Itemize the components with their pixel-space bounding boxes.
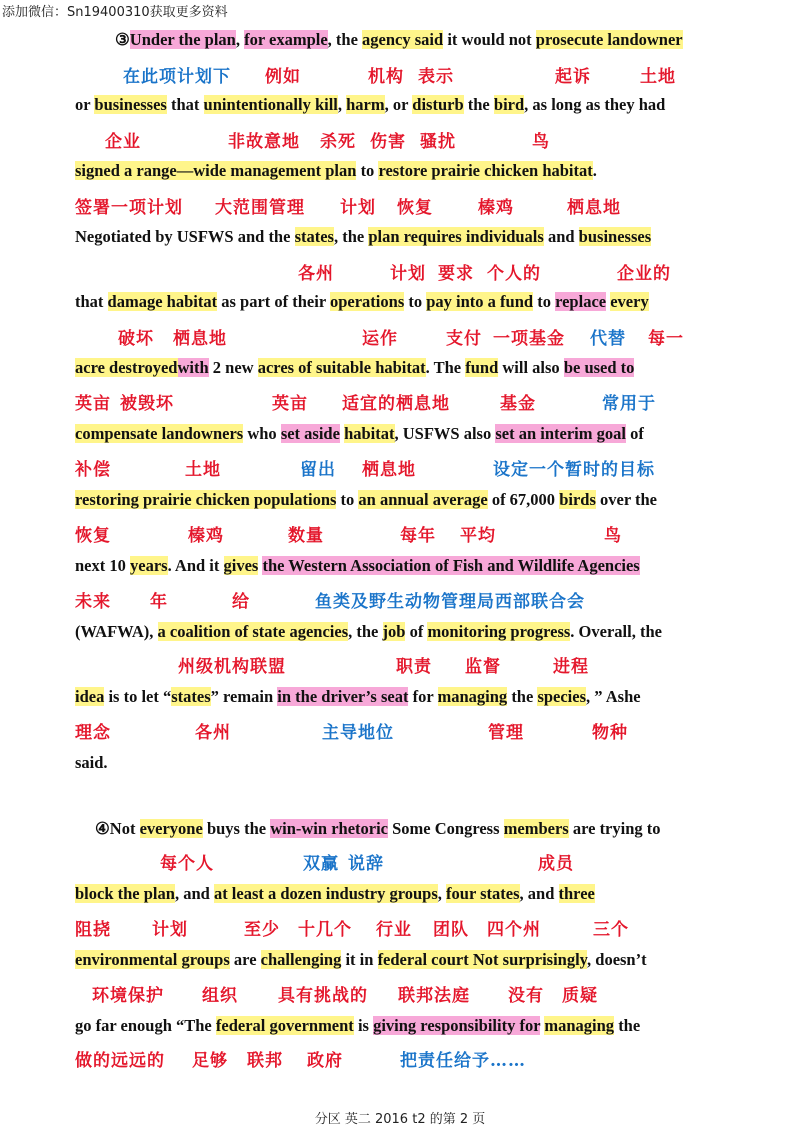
text-segment: of 67,000 (487, 490, 560, 509)
highlighted-phrase: acres of suitable habitat (257, 358, 426, 377)
chinese-gloss: 没有 (508, 986, 544, 1006)
chinese-gloss: 管理 (488, 723, 524, 743)
text-segment: it in (341, 950, 378, 969)
chinese-gloss: 足够 (192, 1051, 228, 1071)
chinese-gloss: 被毁坏 (120, 394, 174, 414)
highlighted-phrase: damage habitat (107, 292, 218, 311)
highlighted-phrase: birds (559, 490, 596, 509)
text-line (75, 1015, 640, 1037)
highlighted-phrase: every (610, 292, 649, 311)
text-segment: Negotiated by USFWS and the (75, 227, 295, 246)
highlighted-phrase: job (382, 622, 406, 641)
chinese-gloss: 起诉 (555, 67, 591, 87)
highlighted-phrase: members (503, 819, 569, 838)
highlighted-phrase: states (171, 687, 211, 706)
chinese-gloss: 栖息地 (173, 329, 227, 349)
chinese-gloss: 机构 (368, 67, 404, 87)
chinese-gloss: 主导地位 (322, 723, 394, 743)
text-line (75, 94, 665, 116)
text-segment: , as long as they had (524, 95, 666, 114)
highlighted-phrase: pay into a fund (426, 292, 534, 311)
highlighted-phrase: for example (244, 30, 328, 49)
chinese-gloss: 土地 (640, 67, 676, 87)
highlighted-phrase: replace (555, 292, 607, 311)
chinese-gloss: 榛鸡 (478, 198, 514, 218)
text-segment: to (533, 292, 556, 311)
highlighted-phrase: compensate landowners (75, 424, 244, 443)
text-segment: ” remain (210, 687, 278, 706)
text-segment: , ” Ashe (586, 687, 641, 706)
chinese-gloss: 联邦 (247, 1051, 283, 1071)
text-segment: the (507, 687, 538, 706)
chinese-gloss: 栖息地 (362, 460, 416, 480)
chinese-gloss: 杀死 (320, 132, 356, 152)
text-segment: , (235, 30, 245, 49)
chinese-gloss: 英亩 (75, 394, 111, 414)
text-line (75, 357, 634, 379)
highlighted-phrase: managing (544, 1016, 615, 1035)
text-segment: go far enough “The (75, 1016, 216, 1035)
chinese-gloss: 签署一项计划 (75, 198, 183, 218)
chinese-gloss: 基金 (500, 394, 536, 414)
text-line (95, 818, 661, 840)
chinese-gloss: 代替 (590, 329, 626, 349)
text-segment: , (437, 884, 447, 903)
highlighted-phrase: in the driver’s seat (277, 687, 409, 706)
highlighted-phrase: gives (223, 556, 259, 575)
chinese-gloss: 双赢 (303, 854, 339, 874)
text-line (75, 621, 662, 643)
chinese-gloss: 常用于 (602, 394, 656, 414)
chinese-gloss: 成员 (538, 854, 574, 874)
chinese-gloss: 做的远远的 (75, 1051, 165, 1071)
highlighted-phrase: bird (493, 95, 525, 114)
chinese-gloss: 环境保护 (92, 986, 164, 1006)
text-segment: said. (75, 753, 108, 772)
text-segment: to (336, 490, 359, 509)
text-segment: . (592, 161, 597, 180)
chinese-gloss: 各州 (298, 264, 334, 284)
text-segment: it would not (443, 30, 536, 49)
highlighted-phrase: at least a dozen industry groups (213, 884, 438, 903)
chinese-gloss: 具有挑战的 (278, 986, 368, 1006)
highlighted-phrase: years (130, 556, 168, 575)
text-segment: are (229, 950, 261, 969)
chinese-gloss: 鱼类及野生动物管理局西部联合会 (315, 592, 585, 612)
highlighted-phrase: the Western Association of Fish and Wildlife Agencies (262, 556, 640, 575)
chinese-gloss: 运作 (362, 329, 398, 349)
chinese-gloss: 说辞 (348, 854, 384, 874)
text-segment: Some Congress (388, 819, 504, 838)
highlighted-phrase: three (558, 884, 595, 903)
chinese-gloss: 监督 (465, 657, 501, 677)
text-segment: for (408, 687, 438, 706)
highlighted-phrase: states (294, 227, 334, 246)
text-segment: . Overall, the (570, 622, 662, 641)
highlighted-phrase: everyone (139, 819, 203, 838)
text-segment: . The (425, 358, 466, 377)
highlighted-phrase: restoring prairie chicken populations (75, 490, 337, 509)
chinese-gloss: 伤害 (370, 132, 406, 152)
chinese-gloss: 设定一个暂时的目标 (493, 460, 655, 480)
text-segment: , the (333, 227, 369, 246)
chinese-gloss: 恢复 (75, 526, 111, 546)
text-line (115, 29, 683, 51)
highlighted-phrase: businesses (94, 95, 167, 114)
highlighted-phrase: disturb (412, 95, 464, 114)
chinese-gloss: 恢复 (397, 198, 433, 218)
chinese-gloss: 政府 (307, 1051, 343, 1071)
chinese-gloss: 英亩 (272, 394, 308, 414)
chinese-gloss: 理念 (75, 723, 111, 743)
text-segment: , (337, 95, 347, 114)
chinese-gloss: 至少 (244, 920, 280, 940)
text-segment: ④Not (95, 819, 140, 838)
chinese-gloss: 骚扰 (420, 132, 456, 152)
highlighted-phrase: set aside (280, 424, 340, 443)
text-segment: 2 new (208, 358, 258, 377)
text-segment: , USFWS also (394, 424, 496, 443)
highlighted-phrase: monitoring progress (427, 622, 571, 641)
text-segment: over the (595, 490, 657, 509)
chinese-gloss: 未来 (75, 592, 111, 612)
chinese-gloss: 表示 (418, 67, 454, 87)
text-segment: , and (519, 884, 559, 903)
chinese-gloss: 榛鸡 (188, 526, 224, 546)
page-footer: 分区 英二 2016 t2 的第 2 页 (314, 1112, 486, 1127)
text-segment: buys the (202, 819, 271, 838)
text-line (75, 423, 644, 445)
text-segment: of (625, 424, 644, 443)
text-segment: of (405, 622, 428, 641)
text-segment: is (353, 1016, 374, 1035)
text-segment: , doesn’t (587, 950, 647, 969)
text-segment: who (243, 424, 281, 443)
chinese-gloss: 三个 (593, 920, 629, 940)
chinese-gloss: 阻挠 (75, 920, 111, 940)
highlighted-phrase: four states (446, 884, 520, 903)
text-segment: ③ (115, 30, 130, 49)
chinese-gloss: 进程 (553, 657, 589, 677)
highlighted-phrase: restore prairie chicken habitat (378, 161, 593, 180)
highlighted-phrase: unintentionally kill (203, 95, 338, 114)
text-segment: that (166, 95, 204, 114)
chinese-gloss: 例如 (265, 67, 301, 87)
chinese-gloss: 大范围管理 (215, 198, 305, 218)
highlighted-phrase: fund (465, 358, 499, 377)
text-segment: , the (348, 622, 383, 641)
highlighted-phrase: federal court Not surprisingly (377, 950, 588, 969)
chinese-gloss: 一项基金 (493, 329, 565, 349)
highlighted-phrase: businesses (578, 227, 652, 246)
chinese-gloss: 数量 (288, 526, 324, 546)
chinese-gloss: 四个州 (487, 920, 541, 940)
highlighted-phrase: managing (437, 687, 508, 706)
text-segment: to (404, 292, 427, 311)
text-segment: or (75, 95, 95, 114)
chinese-gloss: 土地 (185, 460, 221, 480)
chinese-gloss: 补偿 (75, 460, 111, 480)
chinese-gloss: 鸟 (532, 132, 550, 152)
chinese-gloss: 每年 (400, 526, 436, 546)
text-line (75, 291, 649, 313)
highlighted-phrase: block the plan (75, 884, 175, 903)
text-segment: next 10 (75, 556, 130, 575)
chinese-gloss: 在此项计划下 (123, 67, 231, 87)
highlighted-phrase: win-win rhetoric (270, 819, 388, 838)
text-line (75, 555, 640, 577)
chinese-gloss: 各州 (195, 723, 231, 743)
highlighted-phrase: species (537, 687, 587, 706)
chinese-gloss: 十几个 (298, 920, 352, 940)
highlighted-phrase: set an interim goal (495, 424, 626, 443)
highlighted-phrase: giving responsibility for (373, 1016, 541, 1035)
text-line (75, 883, 595, 905)
chinese-gloss: 组织 (202, 986, 238, 1006)
highlighted-phrase: a coalition of state agencies (157, 622, 349, 641)
chinese-gloss: 栖息地 (567, 198, 621, 218)
chinese-gloss: 鸟 (604, 526, 622, 546)
highlighted-phrase: acre destroyed (75, 358, 178, 377)
chinese-gloss: 每一 (648, 329, 684, 349)
text-segment: , the (327, 30, 363, 49)
watermark-text: 添加微信：Sn19400310获取更多资料 (2, 5, 228, 20)
chinese-gloss: 每个人 (160, 854, 214, 874)
chinese-gloss: 破坏 (118, 329, 154, 349)
chinese-gloss: 适宜的栖息地 (342, 394, 450, 414)
highlighted-phrase: agency said (362, 30, 444, 49)
highlighted-phrase: federal government (215, 1016, 354, 1035)
highlighted-phrase: challenging (260, 950, 342, 969)
text-line (75, 160, 597, 182)
text-line (75, 686, 641, 708)
highlighted-phrase: harm (346, 95, 385, 114)
text-segment: that (75, 292, 108, 311)
chinese-gloss: 要求 (438, 264, 474, 284)
highlighted-phrase: be used to (563, 358, 635, 377)
chinese-gloss: 留出 (300, 460, 336, 480)
text-segment: the (614, 1016, 641, 1035)
text-segment: , or (384, 95, 413, 114)
chinese-gloss: 物种 (592, 723, 628, 743)
text-line (75, 752, 108, 774)
highlighted-phrase: with (177, 358, 209, 377)
highlighted-phrase: prosecute landowner (535, 30, 683, 49)
highlighted-phrase: habitat (344, 424, 395, 443)
chinese-gloss: 年 (150, 592, 168, 612)
chinese-gloss: 质疑 (562, 986, 598, 1006)
text-segment: . And it (167, 556, 224, 575)
text-segment: will also (498, 358, 564, 377)
chinese-gloss: 支付 (446, 329, 482, 349)
text-segment: the (463, 95, 494, 114)
chinese-gloss: 平均 (460, 526, 496, 546)
chinese-gloss: 计划 (152, 920, 188, 940)
chinese-gloss: 个人的 (487, 264, 541, 284)
highlighted-phrase: idea (75, 687, 105, 706)
chinese-gloss: 给 (232, 592, 250, 612)
chinese-gloss: 把责任给予…… (400, 1051, 526, 1071)
text-segment: is to let “ (104, 687, 172, 706)
chinese-gloss: 联邦法庭 (398, 986, 470, 1006)
chinese-gloss: 企业的 (617, 264, 671, 284)
chinese-gloss: 职责 (396, 657, 432, 677)
chinese-gloss: 计划 (390, 264, 426, 284)
chinese-gloss: 州级机构联盟 (178, 657, 286, 677)
chinese-gloss: 非故意地 (228, 132, 300, 152)
highlighted-phrase: environmental groups (75, 950, 230, 969)
highlighted-phrase: Under the plan (129, 30, 236, 49)
text-line (75, 949, 647, 971)
highlighted-phrase: plan requires individuals (368, 227, 544, 246)
text-line (75, 226, 651, 248)
text-segment: (WAFWA), (75, 622, 158, 641)
text-line (75, 489, 657, 511)
text-segment: are trying to (568, 819, 661, 838)
highlighted-phrase: signed a range—wide management plan (75, 161, 357, 180)
highlighted-phrase: an annual average (358, 490, 488, 509)
chinese-gloss: 行业 (376, 920, 412, 940)
text-segment: and (543, 227, 579, 246)
chinese-gloss: 团队 (433, 920, 469, 940)
text-segment: , and (174, 884, 214, 903)
text-segment: as part of their (217, 292, 330, 311)
chinese-gloss: 计划 (340, 198, 376, 218)
chinese-gloss: 企业 (105, 132, 141, 152)
text-segment: to (356, 161, 379, 180)
highlighted-phrase: operations (329, 292, 405, 311)
